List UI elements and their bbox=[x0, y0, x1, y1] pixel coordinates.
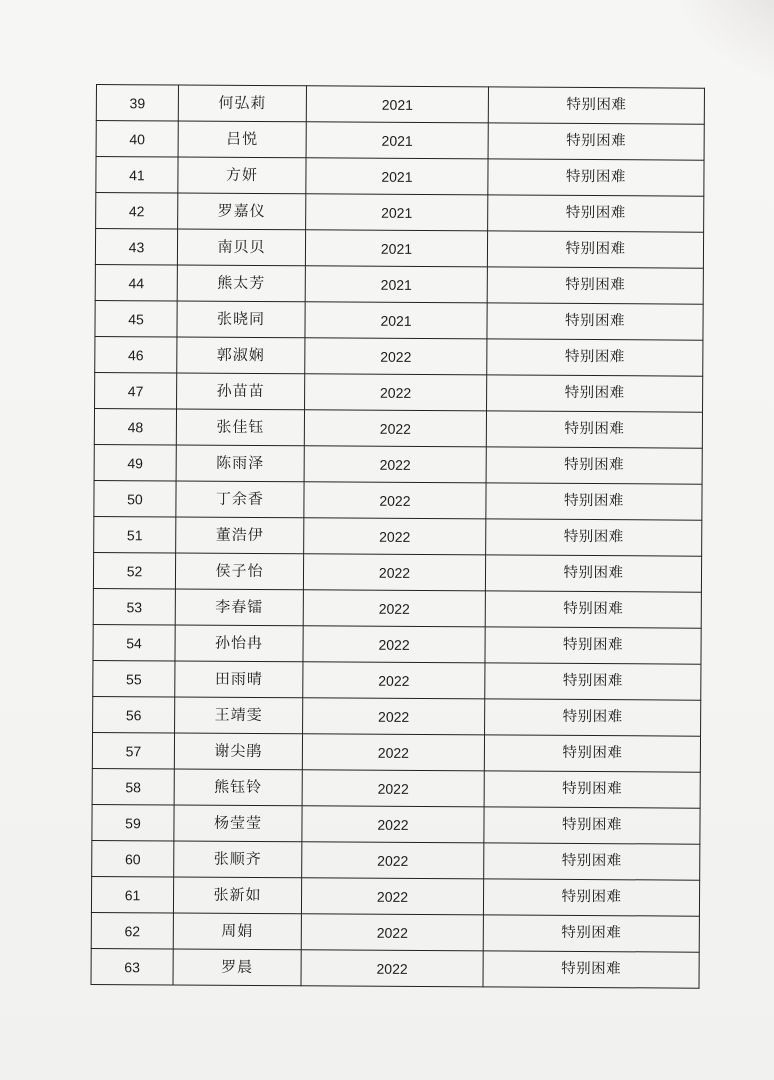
row-number-cell: 49 bbox=[94, 444, 176, 481]
student-name-cell: 侯子怡 bbox=[175, 553, 303, 590]
table-row bbox=[95, 336, 703, 376]
year-cell: 2022 bbox=[302, 770, 484, 807]
row-number-cell: 56 bbox=[93, 696, 175, 733]
student-name-cell: 孙怡冉 bbox=[175, 625, 303, 662]
student-list-table-wrapper bbox=[90, 84, 703, 989]
difficulty-status-cell: 特别困难 bbox=[487, 303, 703, 340]
row-number-cell: 48 bbox=[94, 408, 176, 445]
row-number-cell: 46 bbox=[95, 336, 177, 373]
student-name-cell: 李春镭 bbox=[175, 589, 303, 626]
student-name-cell: 南贝贝 bbox=[177, 229, 305, 266]
year-cell: 2022 bbox=[303, 626, 485, 663]
difficulty-status-cell: 特别困难 bbox=[485, 699, 701, 736]
row-number-cell: 60 bbox=[92, 840, 174, 877]
student-name-cell: 张佳钰 bbox=[176, 409, 304, 446]
year-cell: 2022 bbox=[303, 698, 485, 735]
student-name-cell: 张新如 bbox=[173, 877, 301, 914]
table-row bbox=[93, 696, 701, 736]
difficulty-status-cell: 特别困难 bbox=[483, 879, 699, 916]
difficulty-status-cell: 特别困难 bbox=[487, 267, 703, 304]
year-cell: 2022 bbox=[301, 950, 483, 987]
table-row bbox=[92, 840, 700, 880]
page-corner-shadow bbox=[674, 0, 774, 80]
table-row bbox=[94, 408, 702, 448]
difficulty-status-cell: 特别困难 bbox=[488, 123, 704, 160]
year-cell: 2022 bbox=[301, 914, 483, 951]
difficulty-status-cell: 特别困难 bbox=[487, 231, 703, 268]
student-name-cell: 何弘莉 bbox=[178, 85, 306, 122]
difficulty-status-cell: 特别困难 bbox=[488, 159, 704, 196]
difficulty-status-cell: 特别困难 bbox=[483, 951, 699, 988]
year-cell: 2022 bbox=[302, 806, 484, 843]
row-number-cell: 39 bbox=[96, 85, 178, 122]
year-cell: 2022 bbox=[303, 590, 485, 627]
row-number-cell: 62 bbox=[91, 912, 173, 949]
row-number-cell: 59 bbox=[92, 804, 174, 841]
student-name-cell: 陈雨泽 bbox=[176, 445, 304, 482]
year-cell: 2022 bbox=[305, 338, 487, 375]
student-name-cell: 丁余香 bbox=[176, 481, 304, 518]
table-row bbox=[93, 624, 701, 664]
row-number-cell: 50 bbox=[94, 480, 176, 517]
row-number-cell: 45 bbox=[95, 300, 177, 337]
difficulty-status-cell: 特别困难 bbox=[486, 519, 702, 556]
row-number-cell: 63 bbox=[91, 948, 173, 985]
difficulty-status-cell: 特别困难 bbox=[484, 735, 700, 772]
row-number-cell: 54 bbox=[93, 624, 175, 661]
student-name-cell: 罗嘉仪 bbox=[178, 193, 306, 230]
student-name-cell: 吕悦 bbox=[178, 121, 306, 158]
table-row bbox=[91, 912, 699, 952]
student-name-cell: 王靖雯 bbox=[175, 697, 303, 734]
year-cell: 2021 bbox=[305, 302, 487, 339]
difficulty-status-cell: 特别困难 bbox=[486, 411, 702, 448]
difficulty-status-cell: 特别困难 bbox=[484, 843, 700, 880]
difficulty-status-cell: 特别困难 bbox=[487, 339, 703, 376]
row-number-cell: 61 bbox=[91, 876, 173, 913]
year-cell: 2021 bbox=[306, 122, 488, 159]
year-cell: 2022 bbox=[303, 662, 485, 699]
table-row bbox=[96, 121, 704, 161]
table-row bbox=[96, 85, 704, 125]
table-row bbox=[95, 300, 703, 340]
table-row bbox=[92, 732, 700, 772]
year-cell: 2022 bbox=[304, 482, 486, 519]
table-row bbox=[94, 516, 702, 556]
row-number-cell: 47 bbox=[95, 372, 177, 409]
row-number-cell: 53 bbox=[93, 588, 175, 625]
row-number-cell: 40 bbox=[96, 121, 178, 158]
table-row bbox=[95, 264, 703, 304]
year-cell: 2021 bbox=[306, 194, 488, 231]
year-cell: 2021 bbox=[305, 266, 487, 303]
student-name-cell: 熊钰铃 bbox=[174, 769, 302, 806]
student-name-cell: 张晓同 bbox=[177, 301, 305, 338]
table-row bbox=[91, 948, 699, 988]
row-number-cell: 43 bbox=[95, 229, 177, 266]
table-row bbox=[94, 444, 702, 484]
difficulty-status-cell: 特别困难 bbox=[483, 915, 699, 952]
table-row bbox=[95, 229, 703, 269]
student-name-cell: 董浩伊 bbox=[176, 517, 304, 554]
difficulty-status-cell: 特别困难 bbox=[488, 87, 704, 124]
difficulty-status-cell: 特别困难 bbox=[486, 483, 702, 520]
student-name-cell: 郭淑娴 bbox=[177, 337, 305, 374]
difficulty-status-cell: 特别困难 bbox=[485, 555, 701, 592]
student-name-cell: 孙苗苗 bbox=[177, 373, 305, 410]
table-row bbox=[94, 480, 702, 520]
row-number-cell: 57 bbox=[92, 732, 174, 769]
student-list-table bbox=[90, 84, 704, 989]
difficulty-status-cell: 特别困难 bbox=[487, 375, 703, 412]
year-cell: 2022 bbox=[303, 554, 485, 591]
table-row bbox=[93, 660, 701, 700]
row-number-cell: 58 bbox=[92, 768, 174, 805]
table-body bbox=[91, 85, 704, 989]
row-number-cell: 42 bbox=[96, 193, 178, 230]
table-row bbox=[95, 372, 703, 412]
table-row bbox=[93, 552, 701, 592]
row-number-cell: 51 bbox=[94, 516, 176, 553]
row-number-cell: 52 bbox=[93, 552, 175, 589]
difficulty-status-cell: 特别困难 bbox=[486, 447, 702, 484]
student-name-cell: 谢尖鹃 bbox=[174, 733, 302, 770]
year-cell: 2022 bbox=[304, 446, 486, 483]
difficulty-status-cell: 特别困难 bbox=[488, 195, 704, 232]
difficulty-status-cell: 特别困难 bbox=[484, 771, 700, 808]
year-cell: 2022 bbox=[305, 374, 487, 411]
year-cell: 2021 bbox=[306, 86, 488, 123]
student-name-cell: 田雨晴 bbox=[175, 661, 303, 698]
table-row bbox=[91, 876, 699, 916]
row-number-cell: 55 bbox=[93, 660, 175, 697]
table-row bbox=[92, 804, 700, 844]
row-number-cell: 41 bbox=[96, 157, 178, 194]
student-name-cell: 周娟 bbox=[173, 913, 301, 950]
row-number-cell: 44 bbox=[95, 264, 177, 301]
difficulty-status-cell: 特别困难 bbox=[485, 627, 701, 664]
difficulty-status-cell: 特别困难 bbox=[485, 663, 701, 700]
year-cell: 2022 bbox=[302, 734, 484, 771]
year-cell: 2021 bbox=[306, 158, 488, 195]
student-name-cell: 张顺齐 bbox=[174, 841, 302, 878]
year-cell: 2022 bbox=[301, 878, 483, 915]
difficulty-status-cell: 特别困难 bbox=[484, 807, 700, 844]
student-name-cell: 方妍 bbox=[178, 157, 306, 194]
table-row bbox=[96, 157, 704, 197]
table-row bbox=[96, 193, 704, 233]
year-cell: 2022 bbox=[302, 842, 484, 879]
table-row bbox=[93, 588, 701, 628]
difficulty-status-cell: 特别困难 bbox=[485, 591, 701, 628]
student-name-cell: 熊太芳 bbox=[177, 265, 305, 302]
year-cell: 2022 bbox=[304, 410, 486, 447]
year-cell: 2021 bbox=[305, 230, 487, 267]
table-row bbox=[92, 768, 700, 808]
student-name-cell: 杨莹莹 bbox=[174, 805, 302, 842]
student-name-cell: 罗晨 bbox=[173, 949, 301, 986]
year-cell: 2022 bbox=[304, 518, 486, 555]
